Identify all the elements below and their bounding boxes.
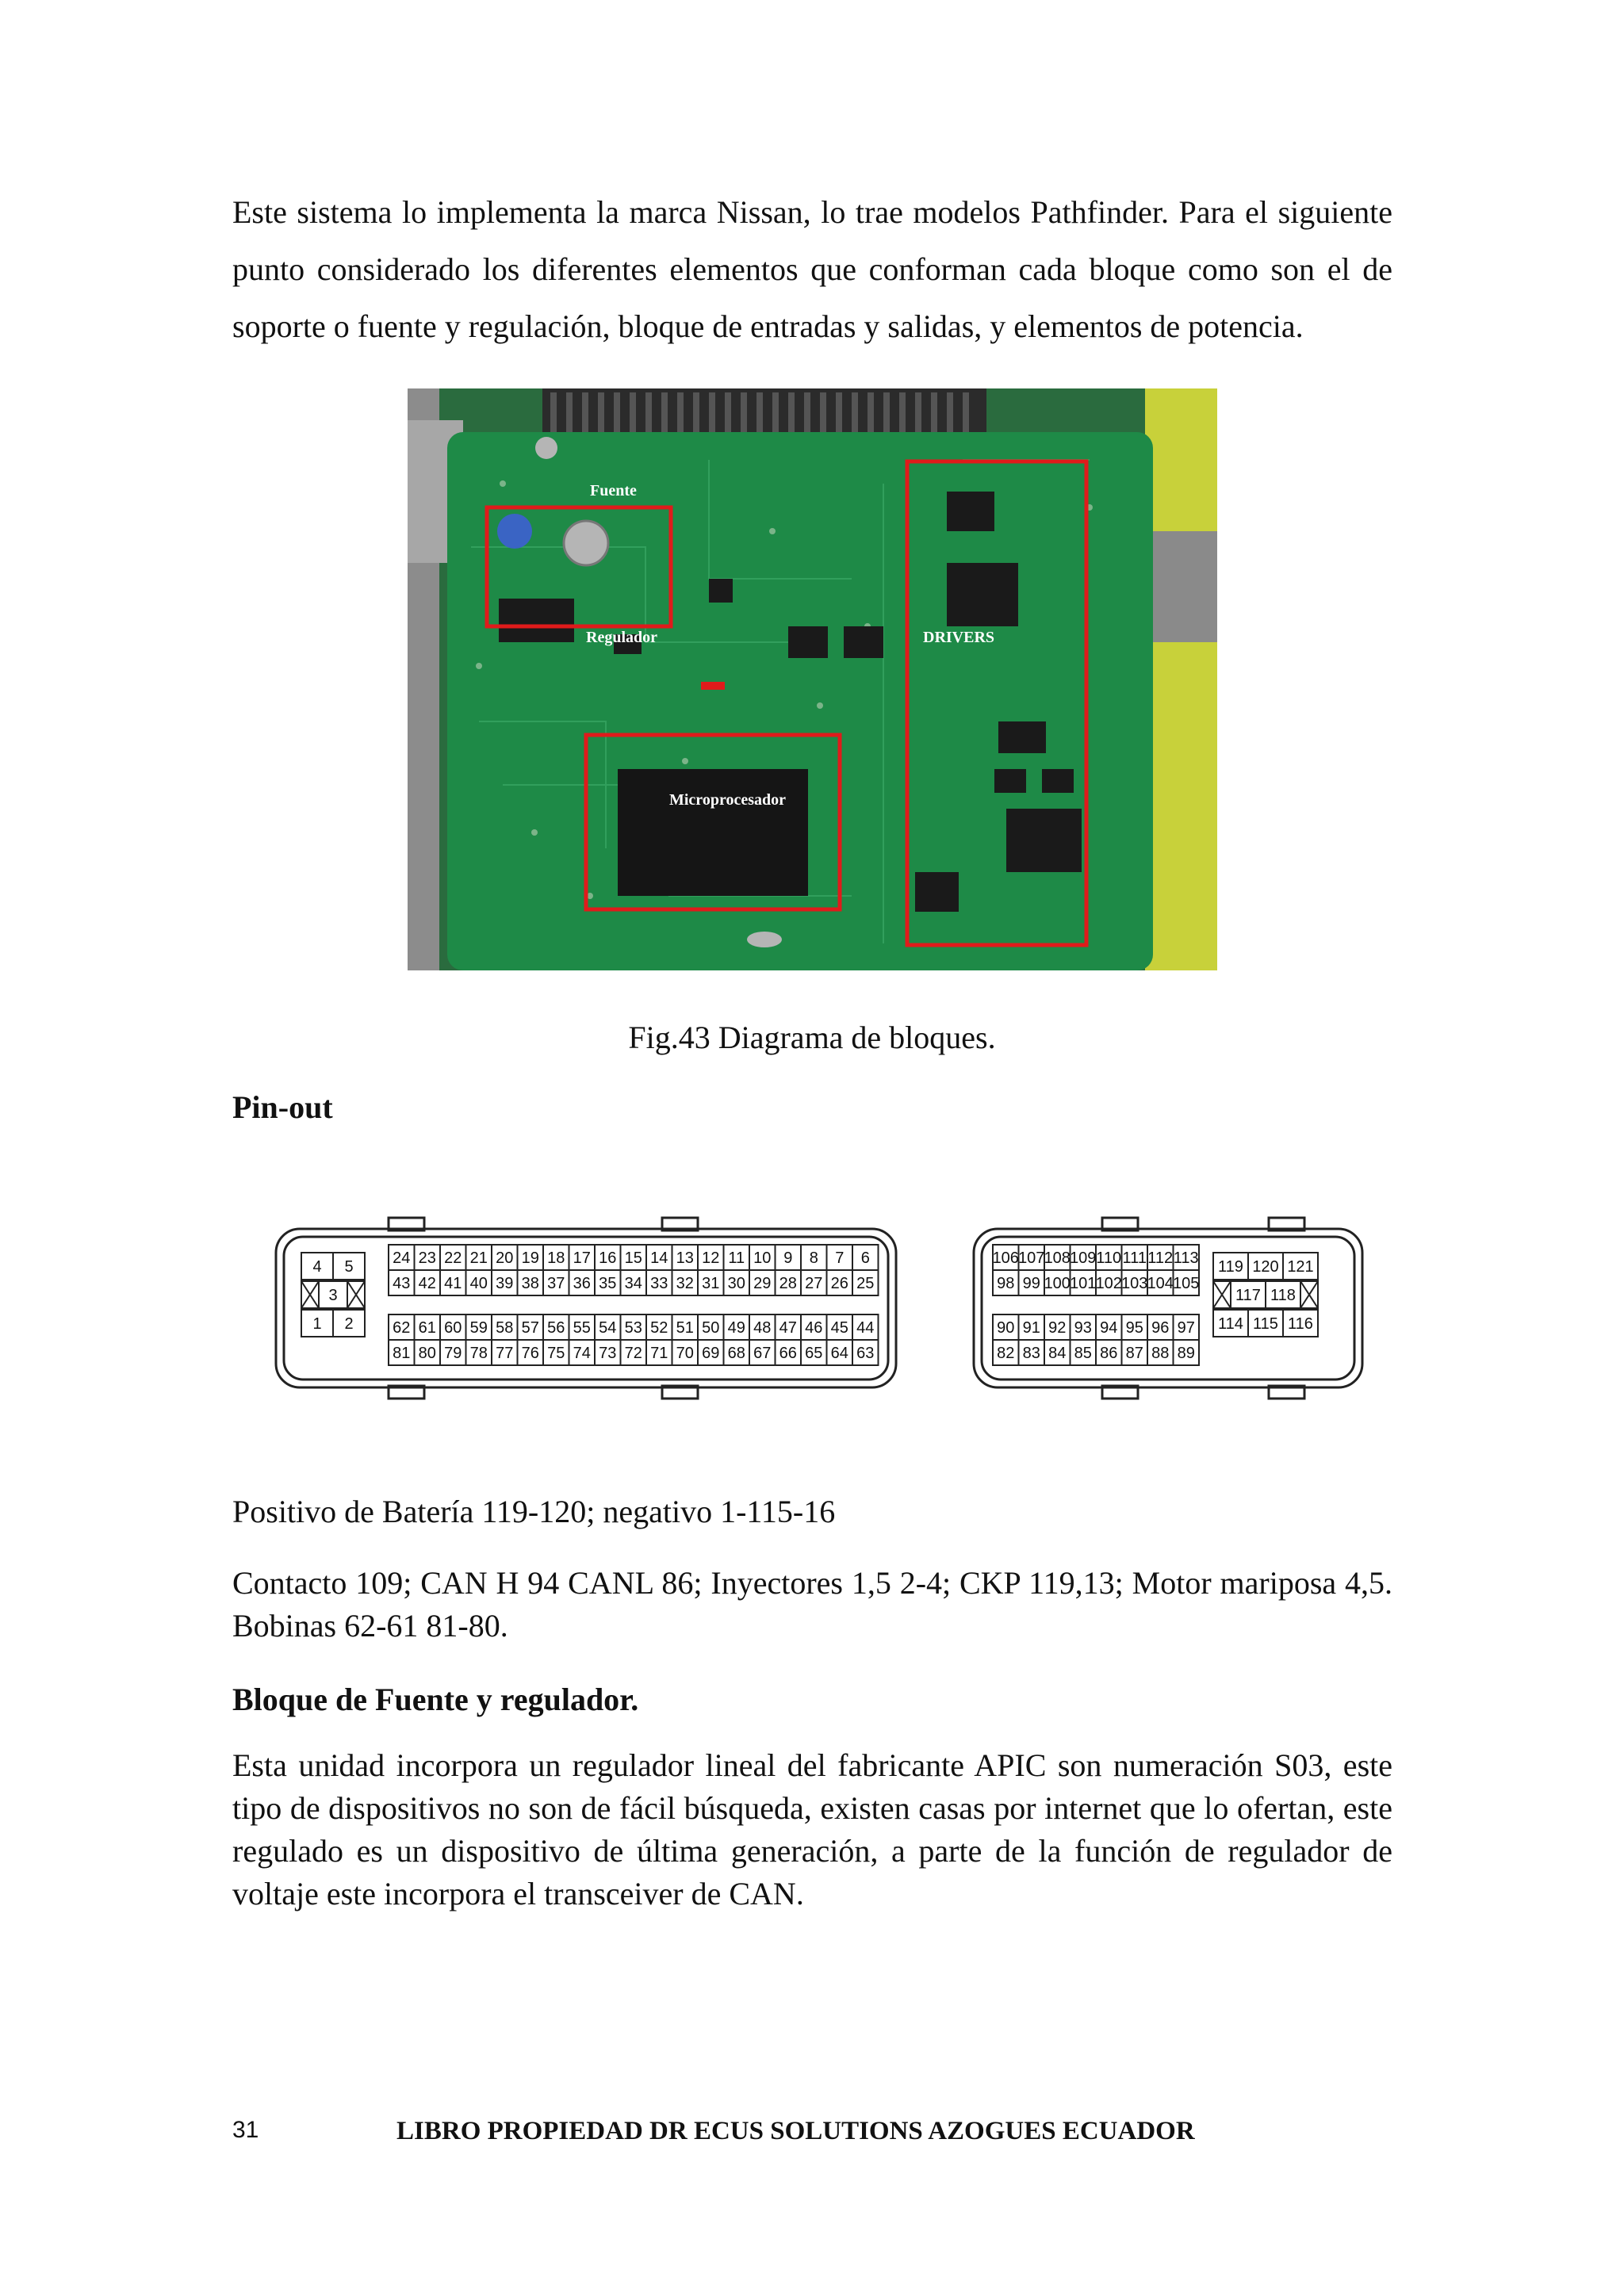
pin-label: 88	[1151, 1345, 1170, 1362]
pin-label: 27	[805, 1275, 823, 1292]
pin-label: 30	[727, 1275, 745, 1292]
pin-label: 102	[1095, 1275, 1122, 1292]
pin-label: 24	[393, 1249, 411, 1267]
pin-label: 94	[1100, 1319, 1118, 1337]
pin-label: 80	[418, 1345, 436, 1362]
pin-label: 90	[997, 1319, 1015, 1337]
pin-label: 68	[727, 1345, 745, 1362]
pin-label: 41	[444, 1275, 462, 1292]
pin-label: 54	[599, 1319, 617, 1337]
pin-label: 63	[856, 1345, 875, 1362]
pin-assignments-text: Contacto 109; CAN H 94 CANL 86; Inyectores 1,5 2-4; CKP 119,13; Motor mariposa 4,5. Bobinas 62-61 81-80.	[232, 1565, 1392, 1644]
pin-label: 53	[624, 1319, 642, 1337]
pin-label: 52	[650, 1319, 668, 1337]
pin-label: 13	[676, 1249, 694, 1267]
pin-label: 118	[1270, 1287, 1296, 1304]
pin-label: 32	[676, 1275, 694, 1292]
pin-label: 115	[1253, 1315, 1278, 1333]
pin-label: 93	[1074, 1319, 1092, 1337]
pin-label: 72	[624, 1345, 642, 1362]
label-drivers: DRIVERS	[923, 629, 995, 646]
pin-label: 49	[727, 1319, 745, 1337]
pin-label: 35	[599, 1275, 617, 1292]
pin-label: 26	[830, 1275, 848, 1292]
pin-label: 119	[1218, 1258, 1243, 1276]
pin-label: 64	[830, 1345, 848, 1362]
pin-label: 75	[547, 1345, 565, 1362]
pin-label: 73	[599, 1345, 617, 1362]
pin-label: 82	[997, 1345, 1015, 1362]
pin-label: 106	[992, 1249, 1019, 1267]
pin-label: 92	[1048, 1319, 1067, 1337]
pin-label: 99	[1022, 1275, 1040, 1292]
pin-label: 110	[1096, 1249, 1122, 1267]
ecu-board-photo	[408, 388, 1217, 970]
pin-label: 3	[328, 1287, 338, 1304]
pin-label: 50	[702, 1319, 720, 1337]
pin-label: 40	[469, 1275, 488, 1292]
section-paragraph: Esta unidad incorpora un regulador lineal del fabricante APIC son numeración S03, este tipo de dispositivos no son de fácil búsqueda, existen casas por internet que lo ofertan, este regulado es un dispositivo de última generación, a parte de la función de regulador de voltaje este incorpora el transceiver de CAN.	[232, 1747, 1392, 1911]
pin-label: 31	[702, 1275, 720, 1292]
pin-label: 107	[1018, 1249, 1045, 1267]
pin-label: 15	[624, 1249, 642, 1267]
label-microprocesador: Microprocesador	[669, 791, 787, 809]
pin-label: 44	[856, 1319, 875, 1337]
pin-label: 104	[1147, 1275, 1174, 1292]
pin-label: 18	[547, 1249, 565, 1267]
pin-label: 76	[521, 1345, 539, 1362]
pin-label: 83	[1022, 1345, 1040, 1362]
pin-label: 114	[1218, 1315, 1243, 1333]
background-right	[1145, 388, 1217, 970]
pin-label: 2	[344, 1315, 354, 1333]
pin-label: 86	[1100, 1345, 1118, 1362]
pin-label: 111	[1122, 1249, 1147, 1267]
pin-label: 100	[1044, 1275, 1071, 1292]
pin-label: 36	[573, 1275, 591, 1292]
pin-label: 103	[1121, 1275, 1148, 1292]
pin-label: 8	[809, 1249, 818, 1267]
capacitor-aluminum	[564, 521, 608, 565]
pin-label: 14	[650, 1249, 668, 1267]
metal-bracket-right	[1153, 531, 1217, 642]
microprocessor-chip	[618, 769, 808, 896]
pin-label: 108	[1044, 1249, 1071, 1267]
pin-label: 91	[1022, 1319, 1040, 1337]
pin-label: 6	[860, 1249, 870, 1267]
pin-label: 4	[312, 1258, 322, 1276]
pin-label: 116	[1288, 1315, 1313, 1333]
pin-label: 23	[418, 1249, 436, 1267]
pin-label: 7	[835, 1249, 845, 1267]
pin-label: 67	[753, 1345, 772, 1362]
pin-label: 21	[469, 1249, 488, 1267]
pin-label: 28	[779, 1275, 797, 1292]
pin-label: 16	[599, 1249, 617, 1267]
pin-label: 37	[547, 1275, 565, 1292]
pin-label: 81	[393, 1345, 411, 1362]
pin-label: 105	[1173, 1275, 1200, 1292]
pin-label: 61	[418, 1319, 436, 1337]
pin-label: 25	[856, 1275, 875, 1292]
pin-label: 22	[444, 1249, 462, 1267]
pin-label: 71	[650, 1345, 668, 1362]
pin-label: 47	[779, 1319, 797, 1337]
section-heading: Bloque de Fuente y regulador.	[232, 1682, 639, 1717]
pin-label: 89	[1177, 1345, 1195, 1362]
pin-label: 9	[783, 1249, 793, 1267]
pin-label: 84	[1048, 1345, 1067, 1362]
pin-label: 77	[496, 1345, 514, 1362]
pin-label: 98	[997, 1275, 1015, 1292]
pin-label: 10	[753, 1249, 772, 1267]
pin-label: 11	[728, 1249, 745, 1267]
pin-label: 48	[753, 1319, 772, 1337]
pin-label: 12	[702, 1249, 720, 1267]
pin-label: 51	[676, 1319, 694, 1337]
pin-label: 95	[1125, 1319, 1143, 1337]
pin-label: 39	[496, 1275, 514, 1292]
footer-title: LIBRO PROPIEDAD DR ECUS SOLUTIONS AZOGUES ECUADOR	[396, 2117, 1195, 2145]
pin-label: 46	[805, 1319, 823, 1337]
pin-label: 113	[1173, 1249, 1199, 1267]
label-regulador: Regulador	[586, 629, 657, 646]
pin-label: 87	[1125, 1345, 1143, 1362]
pin-label: 33	[650, 1275, 668, 1292]
intro-paragraph: Este sistema lo implementa la marca Nissan, lo trae modelos Pathfinder. Para el siguiente punto considerado los diferentes elementos que conforman cada bloque como son el de soporte o fuente y regulación, bloque de entradas y salidas, y elementos de potencia.	[232, 194, 1392, 344]
pin-label: 56	[547, 1319, 565, 1337]
pin-label: 17	[573, 1249, 591, 1267]
pin-label: 59	[469, 1319, 488, 1337]
board-illustration	[408, 388, 1217, 970]
page-number: 31	[232, 2117, 259, 2143]
pin-label: 5	[344, 1258, 354, 1276]
connector-a	[301, 1245, 879, 1365]
pin-label: 66	[779, 1345, 797, 1362]
pinout-connectors	[270, 1205, 1372, 1411]
pin-label: 45	[830, 1319, 848, 1337]
driver-chip-1	[947, 563, 1018, 626]
pin-label: 101	[1070, 1275, 1097, 1292]
regulator-chip	[499, 599, 574, 642]
pin-label: 20	[496, 1249, 514, 1267]
battery-pins-text: Positivo de Batería 119-120; negativo 1-115-16	[232, 1494, 836, 1529]
pin-label: 38	[521, 1275, 539, 1292]
pin-label: 79	[444, 1345, 462, 1362]
pinout-heading: Pin-out	[232, 1089, 333, 1125]
pin-label: 19	[521, 1249, 539, 1267]
driver-chip-2	[1006, 809, 1082, 872]
pin-label: 65	[805, 1345, 823, 1362]
pin-label: 78	[469, 1345, 488, 1362]
pin-label: 121	[1287, 1258, 1314, 1276]
pin-label: 85	[1074, 1345, 1092, 1362]
pin-label: 117	[1235, 1287, 1261, 1304]
pin-label: 70	[676, 1345, 694, 1362]
connector-b	[993, 1245, 1318, 1365]
pin-label: 60	[444, 1319, 462, 1337]
pinout-diagram	[270, 1205, 1372, 1411]
pin-label: 62	[393, 1319, 411, 1337]
pin-label: 57	[521, 1319, 539, 1337]
label-fuente: Fuente	[590, 482, 637, 499]
pin-label: 97	[1177, 1319, 1195, 1337]
capacitor-blue	[497, 514, 532, 549]
pin-label: 34	[624, 1275, 642, 1292]
figure-caption: Fig.43 Diagrama de bloques.	[628, 1020, 996, 1055]
capacitor-small	[535, 437, 557, 459]
pin-label: 29	[753, 1275, 772, 1292]
pin-label: 69	[702, 1345, 720, 1362]
pin-label: 74	[573, 1345, 591, 1362]
pin-label: 42	[418, 1275, 436, 1292]
pin-label: 109	[1070, 1249, 1097, 1267]
pin-label: 120	[1252, 1258, 1279, 1276]
pin-label: 96	[1151, 1319, 1170, 1337]
pin-label: 58	[496, 1319, 514, 1337]
pin-label: 1	[312, 1315, 322, 1333]
pin-label: 43	[393, 1275, 411, 1292]
pin-label: 55	[573, 1319, 591, 1337]
pin-label: 112	[1147, 1249, 1174, 1267]
